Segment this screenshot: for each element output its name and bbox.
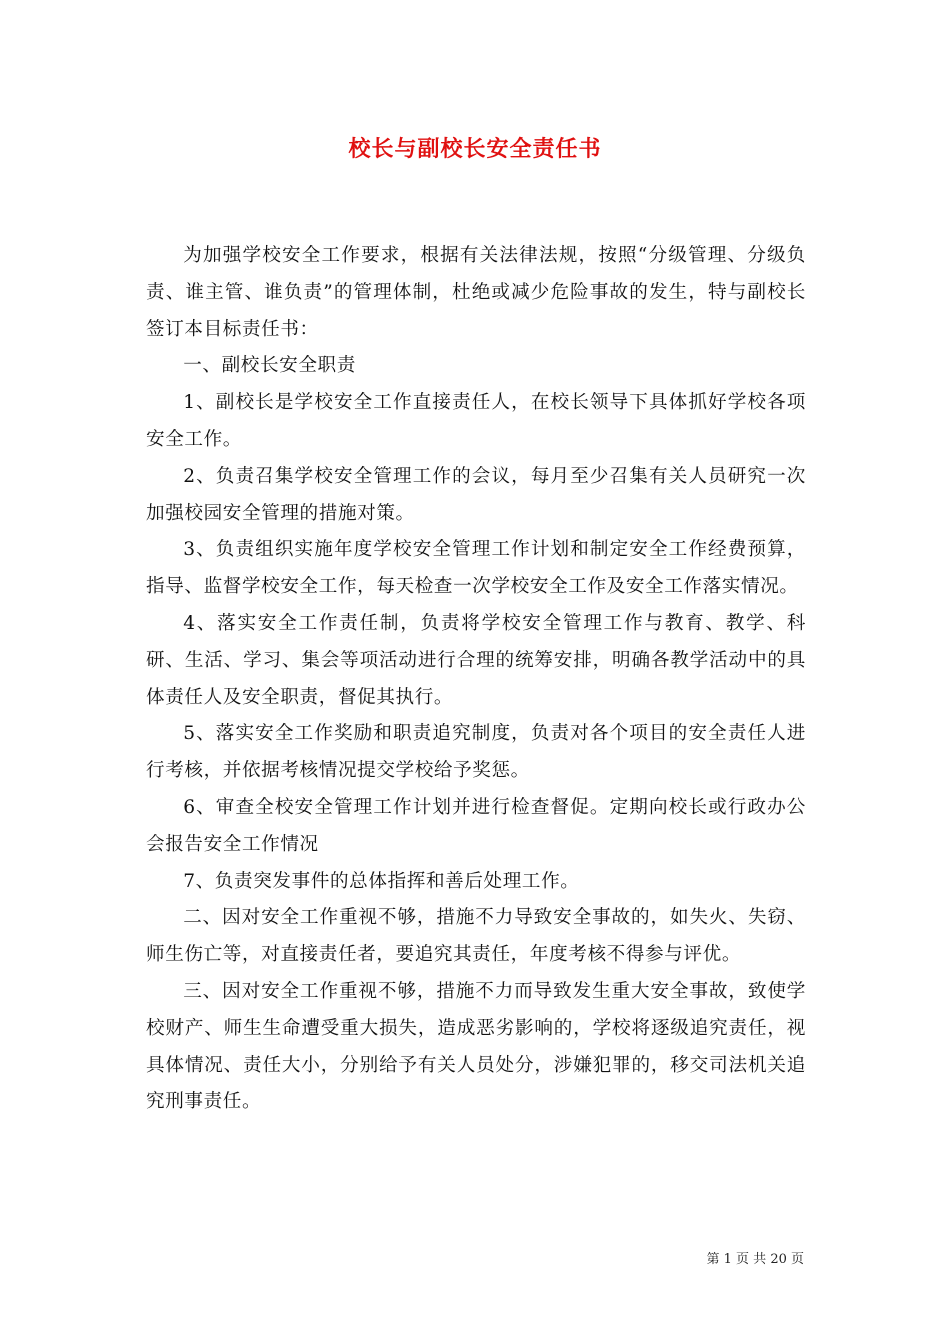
- duty-item-2: 2、负责召集学校安全管理工作的会议，每月至少召集有关人员研究一次加强校园安全管理的措施对策。: [146, 465, 806, 524]
- duty-item-1: 1、副校长是学校安全工作直接责任人，在校长领导下具体抓好学校各项安全工作。: [146, 392, 806, 450]
- section-2-paragraph: 二、因对安全工作重视不够，措施不力导致安全事故的，如失火、失窃、师生伤亡等，对直接责任者，要追究其责任，年度考核不得参与评优。: [146, 907, 806, 966]
- intro-paragraph: 为加强学校安全工作要求，根据有关法律法规，按照“分级管理、分级负责、谁主管、谁负责”的管理体制，杜绝或减少危险事故的发生，特与副校长签订本目标责任书：: [146, 245, 806, 340]
- section-3-paragraph: 三、因对安全工作重视不够，措施不力而导致发生重大安全事故，致使学校财产、师生生命遭受重大损失，造成恶劣影响的，学校将逐级追究责任，视具体情况、责任大小，分别给予有关人员处分，涉嫌犯罪的，移交司法机关追究刑事责任。: [146, 980, 806, 1113]
- duty-item-4: 4、落实安全工作责任制，负责将学校安全管理工作与教育、教学、科研、生活、学习、集会等项活动进行合理的统筹安排，明确各教学活动中的具体责任人及安全职责，督促其执行。: [146, 612, 806, 708]
- document-title: 校长与副校长安全责任书: [348, 136, 602, 162]
- duty-item-6: 6、审查全校安全管理工作计划并进行检查督促。定期向校长或行政办公会报告安全工作情况: [146, 796, 806, 855]
- document-body: [146, 238, 806, 1121]
- section-heading-1: 一、副校长安全职责: [183, 355, 356, 377]
- duty-item-5: 5、落实安全工作奖励和职责追究制度，负责对各个项目的安全责任人进行考核，并依据考核情况提交学校给予奖惩。: [146, 723, 806, 782]
- duty-item-7: 7、负责突发事件的总体指挥和善后处理工作。: [183, 870, 580, 892]
- duty-item-3: 3、负责组织实施年度学校安全管理工作计划和制定安全工作经费预算，指导、监督学校安全工作，每天检查一次学校安全工作及安全工作落实情况。: [146, 539, 806, 598]
- page-footer: 第 1 页 共 20 页: [706, 1252, 804, 1267]
